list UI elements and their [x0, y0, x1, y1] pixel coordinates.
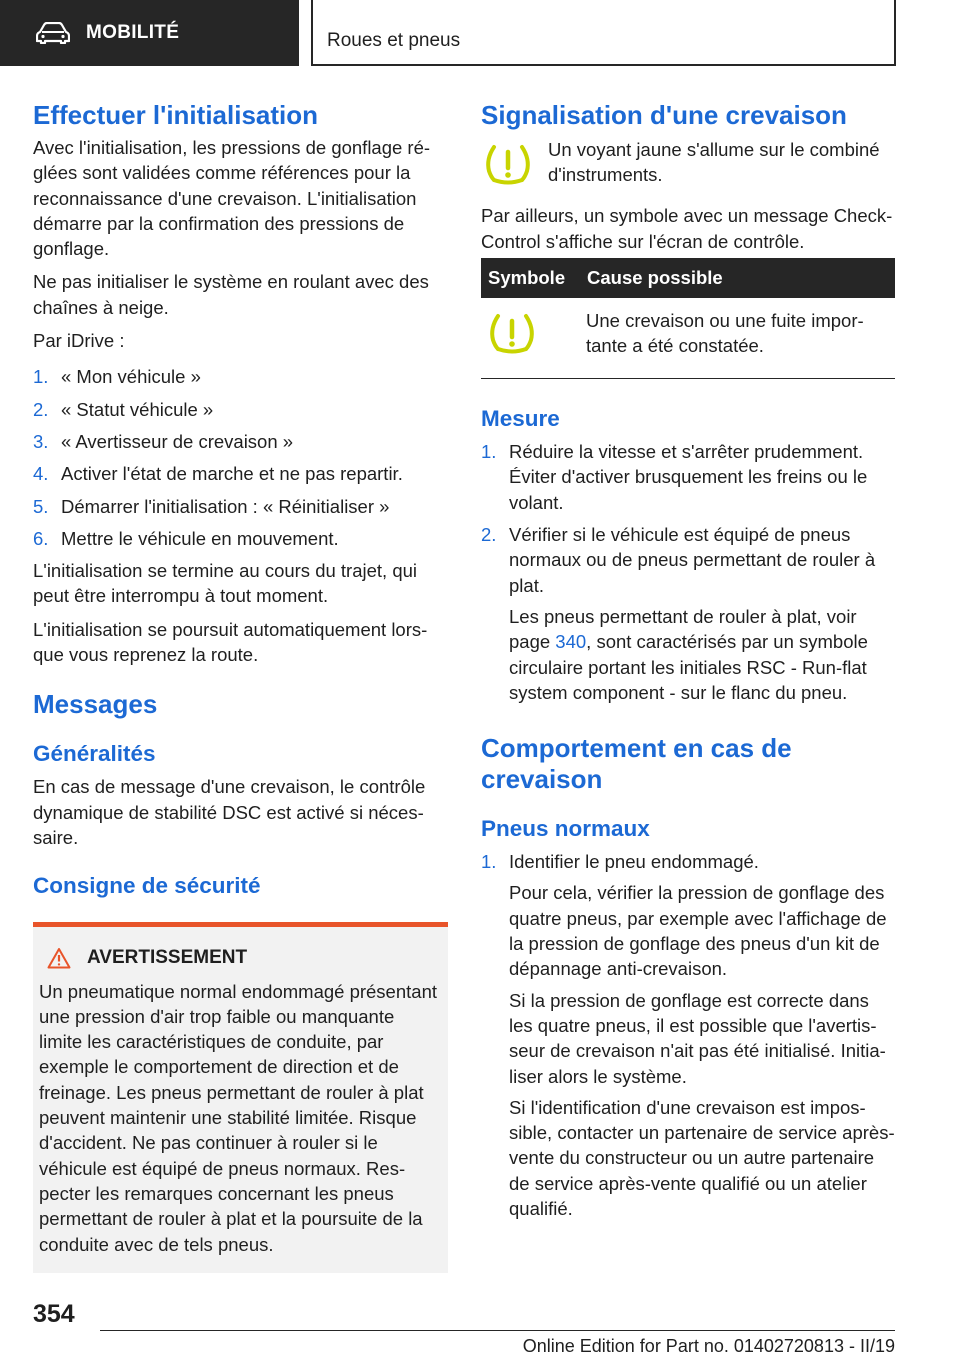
table-header-symbol: Symbole: [481, 258, 580, 298]
symbol-table: [481, 258, 895, 379]
list-item: [33, 364, 448, 389]
section-title: MOBILITÉ: [86, 22, 180, 43]
general-paragraph: En cas de message d'une crevaison, le contrôle dynamique de stabilité DSC est activé si nécessaire.: [33, 776, 426, 848]
init-paragraph-5: L'initialisation se poursuit automatiquement lorsque vous reprenez la route.: [33, 618, 428, 666]
step-number: 6.: [33, 527, 49, 549]
step-text: Identifier le pneu endommagé.: [509, 851, 759, 873]
car-icon: [36, 22, 70, 44]
warning-title: AVERTISSEMENT: [87, 947, 248, 969]
table-cell-symbol: [481, 298, 580, 379]
runflat-note-end: , sont caractérisés par un symbole circulaire portant les initiales RSC - Run-flat system component - sur le flanc du pneu.: [509, 631, 868, 703]
signal-intro: [481, 137, 895, 193]
step-text: « Statut véhicule »: [61, 398, 214, 420]
step-text: « Mon véhicule »: [61, 366, 201, 388]
signal-paragraph: Par ailleurs, un symbole avec un message Check-Control s'affiche sur l'écran de contrôle.: [481, 205, 893, 252]
chapter-tab: [311, 0, 896, 66]
step-text: Vérifier si le véhicule est équipé de pneus normaux ou de pneus permettant de rouler à plat.: [509, 524, 876, 596]
step-text: Mettre le véhicule en mouvement.: [61, 527, 339, 549]
step-text: Démarrer l'initialisation : « Réinitialiser »: [61, 495, 390, 517]
step-paragraph-2: Si la pression de gonflage est correcte dans les quatre pneus, il est possible que l'avertisseur de crevaison n'ait pas été initialisé. Initialiser alors le système.: [509, 989, 886, 1087]
table-row: [481, 298, 895, 379]
warning-triangle-icon: [47, 947, 71, 969]
list-item: [33, 429, 448, 454]
init-steps-list: [33, 364, 448, 551]
left-column: [33, 100, 448, 1273]
tire-pressure-warning-icon: [483, 143, 533, 187]
step-paragraph-1: Pour cela, vérifier la pression de gonflage des quatre pneus, par exemple avec l'affichage de la pression de gonflage des pneus d'un kit de dépannage anti-crevaison.: [509, 882, 887, 980]
step-body: [509, 849, 895, 1227]
init-paragraph-2: Ne pas initialiser le système en roulant avec des chaînes à neige.: [33, 271, 429, 318]
step-number: 4.: [33, 463, 49, 485]
step-paragraph-3: Si l'identification d'une crevaison est impossible, contacter un partenaire de service après-vente du constructeur ou un autre partenaire de service après-vente qualifié ou un atelier qualifié.: [509, 1096, 895, 1220]
step-number: 1.: [481, 851, 497, 873]
step-number: 1.: [33, 366, 49, 388]
signal-heading: Signalisation d'une crevaison: [481, 100, 847, 130]
step-number: 2.: [481, 524, 497, 546]
list-item: [481, 849, 895, 1227]
step-text: Activer l'état de marche et ne pas repartir.: [61, 463, 403, 485]
page-header: [0, 0, 960, 66]
step-text: Réduire la vitesse et s'arrêter prudemment. Éviter d'activer brusquement les freins ou le volant.: [509, 441, 868, 513]
init-paragraph-3: Par iDrive :: [33, 330, 125, 352]
footer-divider: [100, 1330, 895, 1331]
general-heading: Généralités: [33, 741, 156, 767]
list-item: [33, 526, 448, 551]
page-number: 354: [33, 1300, 75, 1328]
messages-heading: Messages: [33, 689, 158, 720]
table-cell-cause: Une crevaison ou une fuite importante a été constatée.: [580, 298, 895, 379]
step-number: 5.: [33, 495, 49, 517]
page-link-340[interactable]: 340: [555, 631, 587, 653]
measure-steps-list: [481, 439, 895, 711]
init-heading: Effectuer l'initialisation: [33, 100, 319, 130]
behavior-heading: Comportement en cas de crevaison: [481, 733, 792, 795]
step-body: [509, 522, 895, 711]
safety-heading: Consigne de sécurité: [33, 873, 261, 899]
page-footer: [0, 1300, 960, 1362]
step-number: 1.: [481, 441, 497, 463]
tire-pressure-warning-icon: [487, 312, 537, 356]
step-text: « Avertisseur de crevaison »: [61, 430, 294, 452]
normal-tires-heading: Pneus normaux: [481, 816, 650, 842]
section-tab: [0, 0, 299, 66]
normal-steps-list: [481, 849, 895, 1227]
right-column: [481, 100, 895, 1234]
step-number: 2.: [33, 398, 49, 420]
table-header-cause: Cause possible: [580, 258, 895, 298]
list-item: [33, 494, 448, 519]
init-paragraph-4: L'initialisation se termine au cours du trajet, qui peut être interrompu à tout moment.: [33, 560, 418, 607]
table-header-row: [481, 258, 895, 298]
runflat-note-start: Les pneus permettant de rouler à plat, voir page: [509, 605, 857, 653]
measure-heading: Mesure: [481, 406, 560, 432]
edition-text: Online Edition for Part no. 01402720813 - II/19: [522, 1336, 895, 1356]
init-paragraph-1: Avec l'initialisation, les pressions de gonflage réglées sont validées comme références pour la reconnaissance d'une crevaison. L'initialisation démarre par la confirmation des pressions de gonflage.: [33, 137, 431, 260]
list-item: [481, 439, 895, 515]
runflat-note: [509, 604, 895, 705]
list-item: [33, 461, 448, 486]
signal-intro-text: Un voyant jaune s'allume sur le combiné d'instruments.: [548, 139, 880, 186]
list-item: [481, 522, 895, 711]
list-item: [33, 397, 448, 422]
chapter-title: Roues et pneus: [327, 30, 461, 51]
warning-text: Un pneumatique normal endommagé présentant une pression d'air trop faible ou manquante limite les caractéristiques de conduite, par exemple le comportement de direction et de freinage. Les pneus permettant de rouler à plat peuvent maintenir une stabilité limitée. Risque d'accident. Ne pas continuer à rouler si le véhicule est équipé de pneus normaux. Respecter les remarques concernant les pneus permettant de rouler à plat et la poursuite de la conduite avec de tels pneus.: [39, 980, 437, 1255]
warning-box: [33, 922, 448, 1273]
warning-header: [39, 945, 440, 970]
step-number: 3.: [33, 430, 49, 452]
